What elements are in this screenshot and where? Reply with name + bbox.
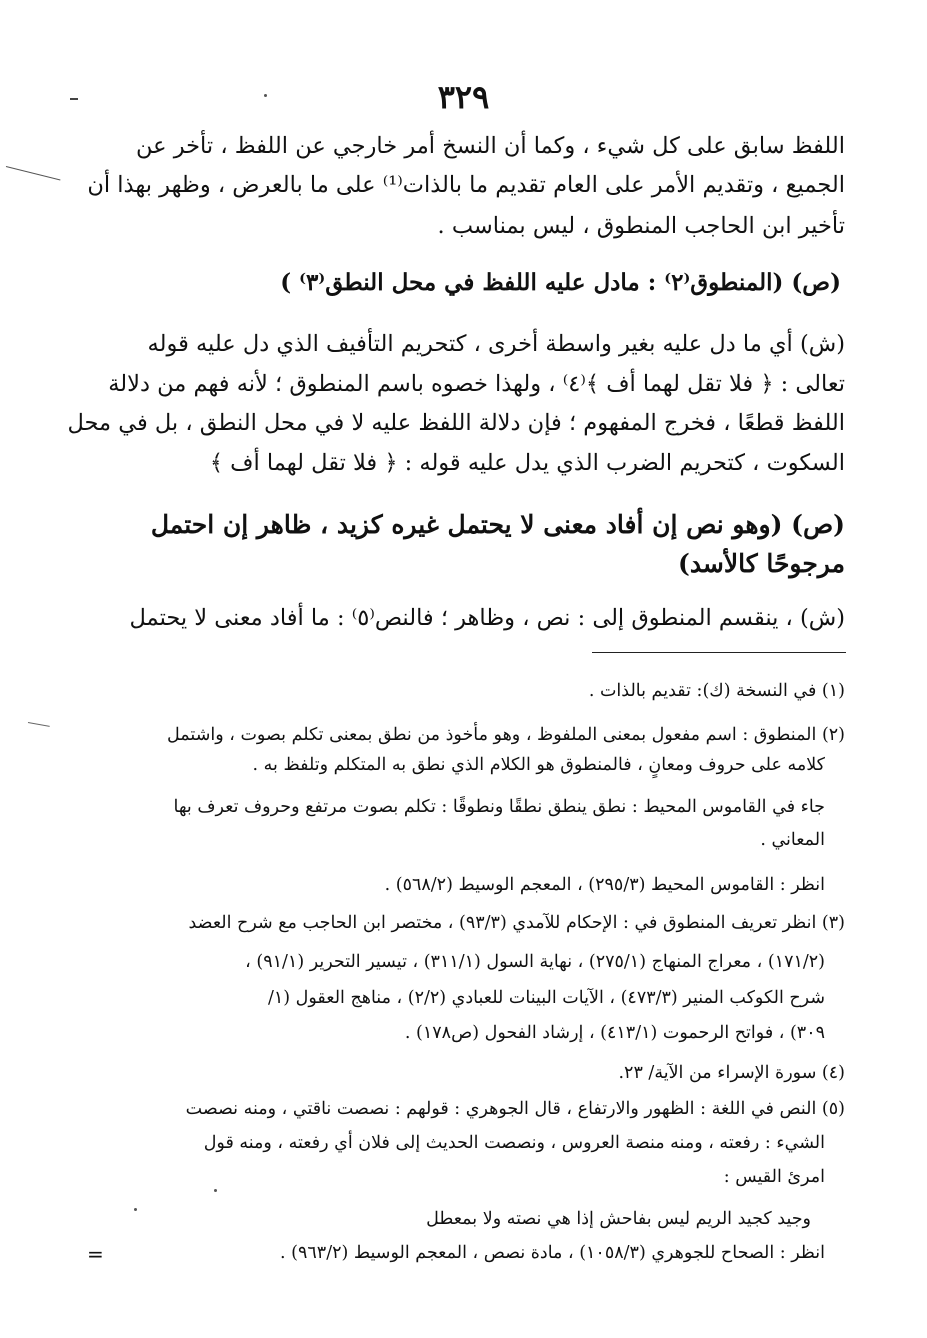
commentary-line-4: السكوت ، كتحريم الضرب الذي يدل عليه قوله : ﴿ فلا تقل لهما أف ﴾ [209,450,845,476]
footnote-3-line-3: شرح الكوكب المنير (٤٧٣/٣) ، الآيات البينات للعبادي (٢/٢) ، مناهج العقول (١/ [267,988,825,1008]
commentary-line-2: تعالى : ﴿ فلا تقل لهما أف ﴾⁽٤⁾ ، ولهذا خصوه باسم المنطوق ؛ لأنه فهم من دلالة [108,371,845,397]
footnote-3-line-1: (٣) انظر تعريف المنطوق في : الإحكام للآمدي (٩٣/٣) ، مختصر ابن الحاجب مع شرح العضد [188,913,845,933]
footnote-2-line-5: انظر : القاموس المحيط (٢٩٥/٣) ، المعجم الوسيط (٥٦٨/٢) . [384,875,825,895]
commentary-2-line-1: (ش) ، ينقسم المنطوق إلى : نص ، وظاهر ؛ فالنص⁽٥⁾ : ما أفاد معنى لا يحتمل [129,605,845,631]
footnote-2-line-2: كلامه على حروف ومعانٍ ، فالمنطوق هو الكلام الذي نطق به المتكلم وتلفظ به . [252,755,825,775]
body-line-1: اللفظ سابق على كل شيء ، وكما أن النسخ أمر خارجي عن اللفظ ، تأخر عن [136,133,845,159]
body-line-3: تأخير ابن الحاجب المنطوق ، ليس بمناسب . [437,213,845,239]
margin-pen-mark [6,166,61,181]
body-line-2: الجميع ، وتقديم الأمر على العام تقديم ما بالذات⁽¹⁾ على ما بالعرض ، وظهر بهذا أن [87,172,845,198]
footnote-5-line-5: انظر : الصحاح للجوهري (١٠٥٨/٣) ، مادة نصص ، المعجم الوسيط (٩٦٣/٢) . [280,1243,825,1263]
scan-speck [264,94,267,97]
continuation-mark: = [87,1242,104,1266]
page-number: ٣٢٩ [437,78,490,116]
section-heading-nass-line-1: (ص) (وهو نص إن أفاد معنى لا يحتمل غيره كزيد ، ظاهر إن احتمل [150,510,845,539]
commentary-line-1: (ش) أي ما دل عليه بغير واسطة أخرى ، كتحريم التأفيف الذي دل عليه قوله [147,331,845,357]
scan-speck [134,1208,137,1211]
margin-pen-mark [70,98,78,100]
footnote-5-line-3: امرئ القيس : [723,1167,825,1187]
footnote-5-line-1: (٥) النص في اللغة : الظهور والارتفاع ، قال الجوهري : قولهم : نصصت ناقتي ، ومنه نصصت [185,1099,845,1119]
footnote-2-line-4: المعاني . [760,830,825,850]
section-heading-mantuq: (ص) (المنطوق⁽٢⁾ : مادل عليه اللفظ في محل النطق⁽٣⁾ ) [280,269,841,296]
footnote-3-line-4: ٣٠٩) ، فواتح الرحموت (٤١٣/١) ، إرشاد الفحول (ص١٧٨) . [404,1023,825,1043]
commentary-line-3: اللفظ قطعًا ، فخرج المفهوم ؛ فإن دلالة اللفظ عليه لا في محل النطق ، بل في محل [67,410,845,436]
footnote-3-line-2: (١٧١/٢) ، معراج المنهاج (٢٧٥/١) ، نهاية السول (٣١١/١) ، تيسير التحرير (٩١/١) ، [245,952,825,972]
poetry-verse: وجيد كجيد الريم ليس بفاحش إذا هي نصته ولا بمعطل [426,1209,811,1229]
footnote-1: (١) في النسخة (ك): تقديم بالذات . [588,681,845,701]
section-heading-nass-line-2: مرجوحًا كالأسد) [677,549,845,578]
scan-speck [214,1189,217,1192]
footnote-5-line-2: الشيء : رفعته ، ومنه منصة العروس ، ونصصت الحديث إلى فلان أي رفعته ، ومنه قول [203,1133,825,1153]
footnote-separator [592,652,846,653]
margin-pen-mark [28,722,50,727]
footnote-2-line-3: جاء في القاموس المحيط : نطق ينطق نطقًا ونطوقًا : تكلم بصوت مرتفع وحروف تعرف بها [173,797,825,817]
footnote-4: (٤) سورة الإسراء من الآية/ ٢٣. [618,1063,845,1083]
footnote-2-line-1: (٢) المنطوق : اسم مفعول بمعنى الملفوظ ، وهو مأخوذ من نطق بمعنى تكلم بصوت ، واشتمل [167,725,845,745]
